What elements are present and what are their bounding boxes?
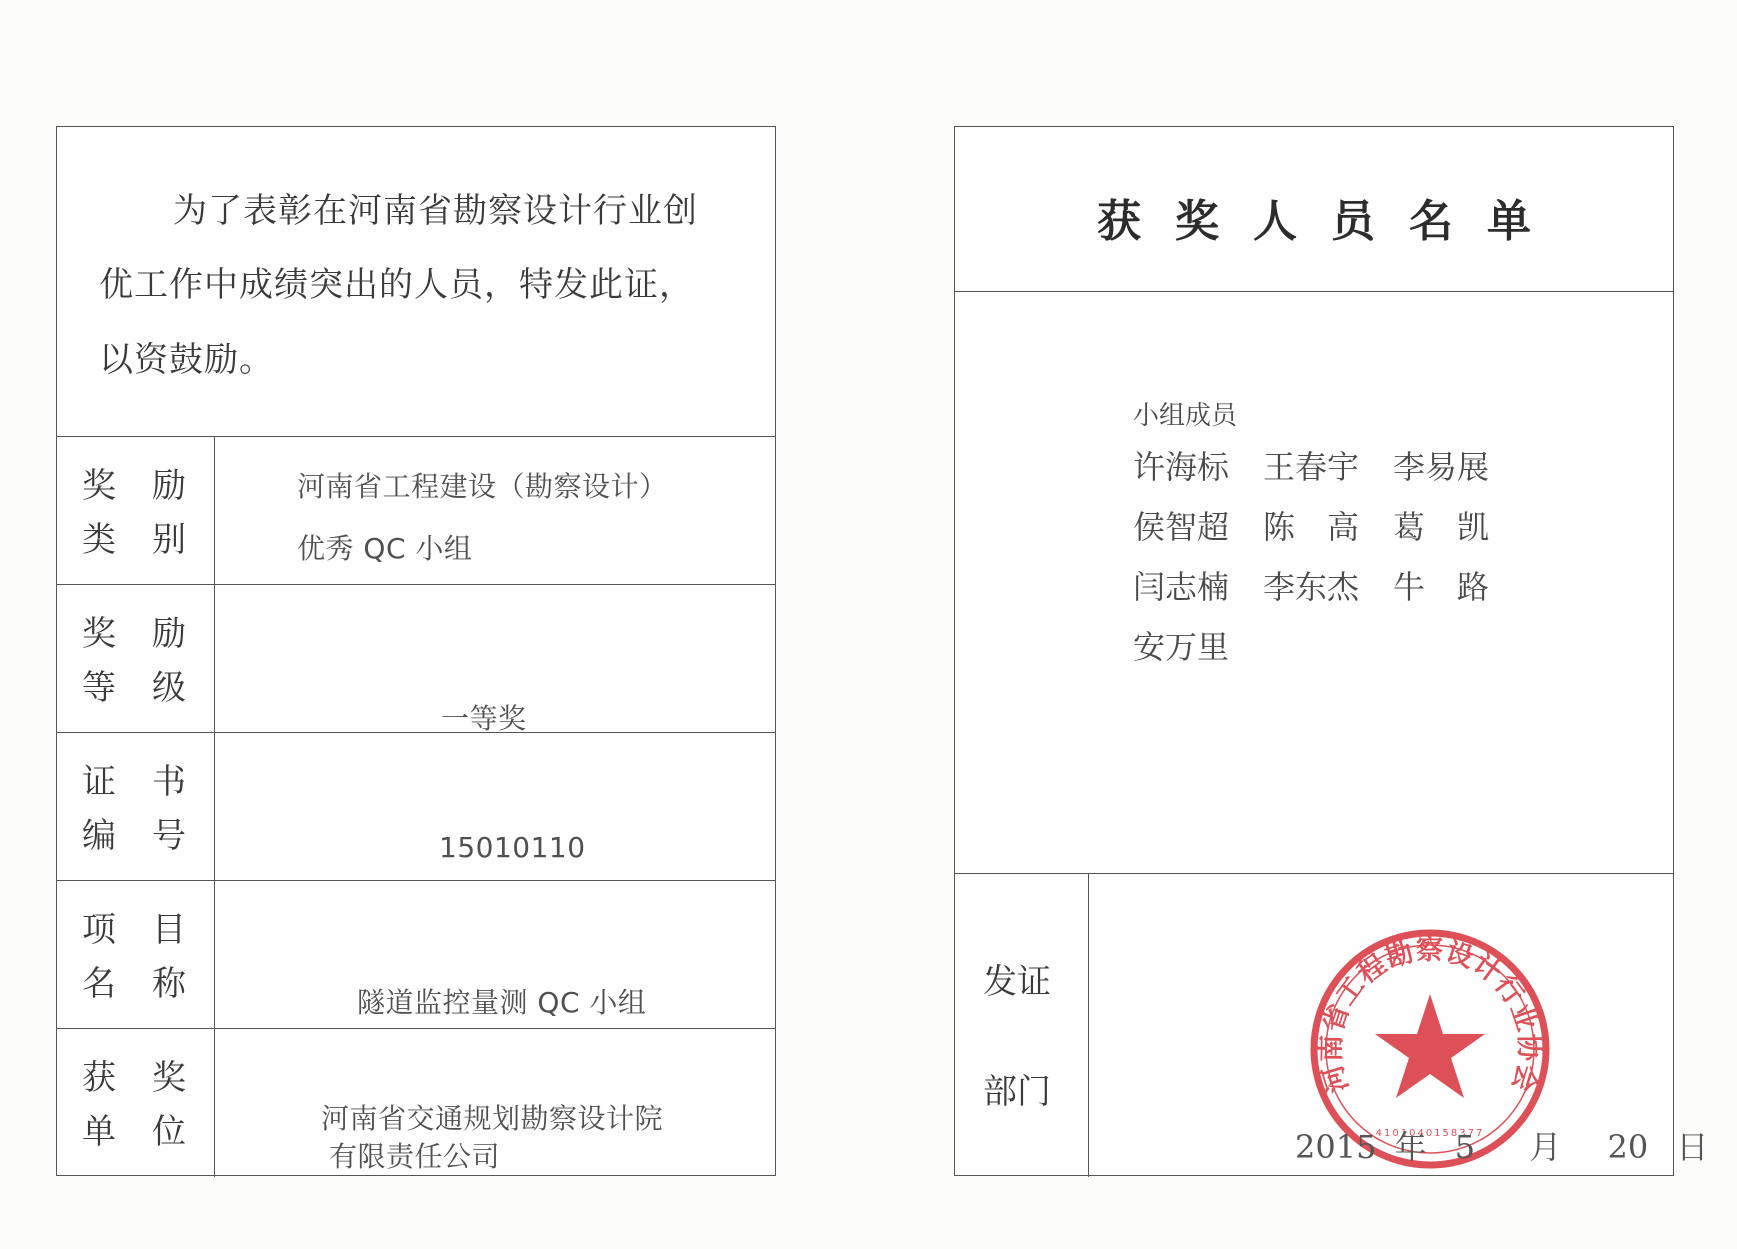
seal-code: 4101040158377 [1375, 1128, 1485, 1139]
issue-day-unit: 日 [1676, 1128, 1709, 1166]
label-char: 奖 [82, 466, 116, 506]
members-list [1133, 442, 1523, 666]
awarded-unit-value-line-1: 河南省交通规划勘察设计院 [321, 1102, 664, 1135]
label-char: 励 [152, 466, 186, 506]
label-char: 位 [152, 1112, 186, 1152]
label-char: 单 [82, 1112, 116, 1152]
issue-day: 20 [1607, 1128, 1649, 1166]
label-char: 奖 [152, 1058, 186, 1098]
issue-date [1295, 1122, 1708, 1168]
member-name: 李易展 [1393, 448, 1490, 486]
award-level-value: 一等奖 [441, 702, 527, 735]
issuer-label-line-2: 部门 [983, 1072, 1051, 1112]
member-name: 葛 凯 [1393, 508, 1490, 546]
certificate-number-row [57, 733, 775, 881]
issuer-section [955, 874, 1709, 1177]
member-name: 安万里 [1133, 628, 1230, 666]
award-category-value-line-1: 河南省工程建设（勘察设计） [297, 470, 668, 503]
award-level-label [57, 585, 215, 732]
label-char: 等 [82, 668, 116, 708]
award-category-row [57, 437, 775, 585]
label-char: 奖 [82, 614, 116, 654]
intro-text-line-3: 以资鼓励。 [99, 340, 274, 380]
issue-month: 5 [1454, 1128, 1476, 1166]
intro-text-line-1: 为了表彰在河南省勘察设计行业创 [173, 191, 698, 231]
label-char: 级 [152, 668, 186, 708]
member-name: 王春宇 [1263, 448, 1360, 486]
seal-star-icon [1375, 994, 1485, 1098]
members-label: 小组成员 [1133, 401, 1238, 431]
certificate-right-page [954, 126, 1709, 1176]
members-section [955, 292, 1673, 874]
issuer-label-line-1: 发证 [983, 962, 1051, 1002]
label-char: 别 [152, 520, 186, 560]
project-name-label [57, 881, 215, 1028]
label-char: 称 [152, 964, 186, 1004]
certificate-number-label [57, 733, 215, 880]
member-name: 许海标 [1133, 448, 1230, 486]
intro-text-line-2: 优工作中成绩突出的人员，特发此证， [99, 265, 694, 305]
label-char: 名 [82, 964, 116, 1004]
seal-text: 河南省工程勘察设计行业协会 [1315, 935, 1545, 1097]
awarded-unit-row [57, 1029, 775, 1177]
label-char: 项 [82, 910, 116, 950]
label-char: 证 [82, 762, 116, 802]
award-list-title-area [955, 127, 1673, 292]
certificate-number-value: 15010110 [439, 831, 586, 864]
issue-month-unit: 月 [1529, 1128, 1562, 1166]
project-name-value: 隧道监控量测 QC 小组 [357, 986, 647, 1019]
label-char: 书 [152, 762, 186, 802]
label-char: 号 [152, 816, 186, 856]
issue-year-unit: 年 [1394, 1128, 1427, 1166]
member-name: 侯智超 [1133, 508, 1230, 546]
member-name: 李东杰 [1263, 568, 1360, 606]
label-char: 编 [82, 816, 116, 856]
member-name: 牛 路 [1393, 568, 1490, 606]
awarded-unit-value-line-2: 有限责任公司 [329, 1140, 501, 1173]
issuer-label-cell [955, 874, 1089, 1177]
intro-section [57, 127, 775, 437]
label-char: 类 [82, 520, 116, 560]
label-char: 励 [152, 614, 186, 654]
awarded-unit-label [57, 1029, 215, 1177]
award-list-title: 获奖人员名单 [1097, 196, 1565, 247]
award-level-row [57, 585, 775, 733]
issue-year: 2015 [1295, 1128, 1377, 1166]
label-char: 获 [82, 1058, 116, 1098]
award-category-label [57, 437, 215, 584]
award-category-value-line-2: 优秀 QC 小组 [297, 532, 473, 565]
certificate-left-page [56, 126, 776, 1176]
member-name: 闫志楠 [1133, 568, 1230, 606]
member-name: 陈 高 [1263, 508, 1360, 546]
label-char: 目 [152, 910, 186, 950]
project-name-row [57, 881, 775, 1029]
